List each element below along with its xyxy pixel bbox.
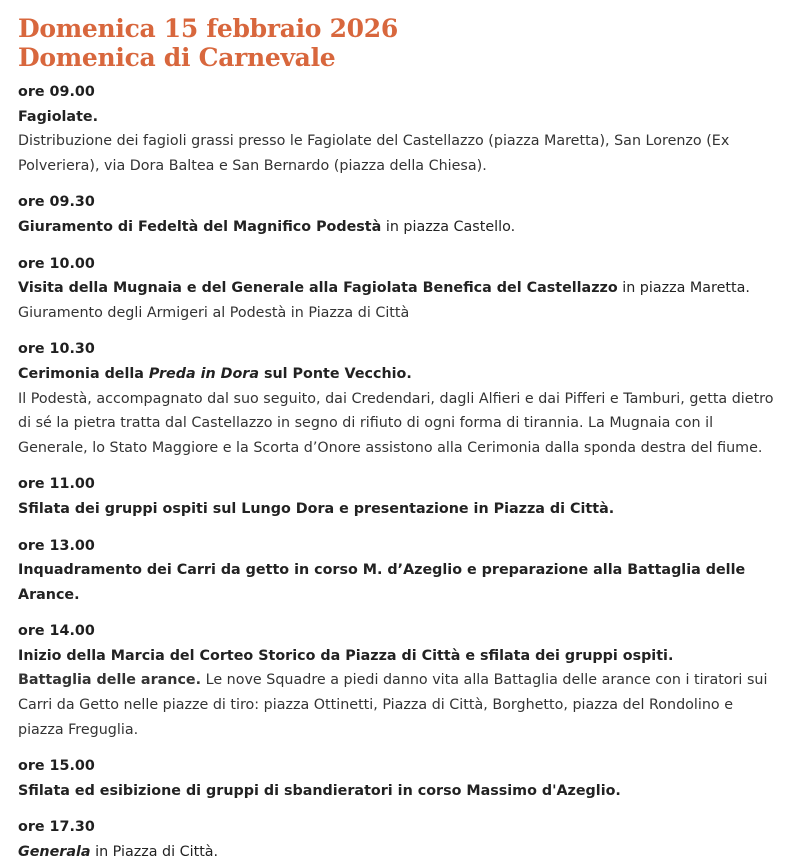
event-time: ore 11.00 xyxy=(18,476,95,493)
event-1300 xyxy=(18,534,782,608)
event-time: ore 14.00 xyxy=(18,623,95,640)
event-1730 xyxy=(18,815,782,864)
page-title-date: Domenica 15 febbraio 2026 xyxy=(18,14,398,43)
event-0900 xyxy=(18,80,782,178)
event-title: Inquadramento dei Carri da getto in corso M. d’Azeglio e preparazione alla Battaglia delle Arance. xyxy=(18,562,746,603)
event-0930 xyxy=(18,190,782,239)
event-time: ore 13.00 xyxy=(18,537,95,554)
event-time: ore 09.30 xyxy=(18,194,95,211)
event-title-italic: Preda in Dora xyxy=(148,365,260,382)
event-time: ore 17.30 xyxy=(18,819,95,836)
event-description: Giuramento degli Armigeri al Podestà in Piazza di Città xyxy=(18,304,410,321)
event-title: Sfilata dei gruppi ospiti sul Lungo Dora e presentazione in Piazza di Città. xyxy=(18,500,615,517)
event-description: Il Podestà, accompagnato dal suo seguito, dai Credendari, dagli Alfieri e dai Pifferi e Tamburi, getta dietro di sé la pietra tratta dal Castellazzo in segno di rifiuto di ogni forma di tirannia. La Mugnaia con il Generale, lo Stato Maggiore e la Scorta d’Onore assistono alla Cerimonia dalla sponda destra del fiume. xyxy=(18,390,774,456)
event-time: ore 15.00 xyxy=(18,758,95,775)
event-title-line xyxy=(18,362,782,387)
event-title: Visita della Mugnaia e del Generale alla Fagiolata Benefica del Castellazzo xyxy=(18,280,618,297)
event-title: Sfilata ed esibizione di gruppi di sbandieratori in corso Massimo d'Azeglio. xyxy=(18,782,621,799)
event-title-part-a: Cerimonia della xyxy=(18,365,149,382)
event-title-suffix: in piazza Castello. xyxy=(381,218,516,235)
event-title-suffix: in piazza Maretta. xyxy=(617,280,750,297)
event-title: Fagiolate. xyxy=(18,108,99,125)
event-description: Le nove Squadre a piedi danno vita alla Battaglia delle arance con i tiratori sui Carri da Getto nelle piazze di tiro: piazza Ottinetti, Piazza di Città, Borghetto, piazza del Rondolino e piazza Freguglia. xyxy=(18,672,768,738)
event-description-line xyxy=(18,668,782,742)
event-1000 xyxy=(18,252,782,326)
event-description-lead: Battaglia delle arance. xyxy=(18,672,202,689)
event-title: Giuramento di Fedeltà del Magnifico Podestà xyxy=(18,218,382,235)
event-title-part-b: sul Ponte Vecchio. xyxy=(259,365,412,382)
event-title-suffix: in Piazza di Città. xyxy=(90,844,219,861)
event-1030 xyxy=(18,337,782,460)
event-title-line xyxy=(18,276,782,301)
event-title-line xyxy=(18,215,782,240)
event-time: ore 09.00 xyxy=(18,84,95,100)
event-title-line xyxy=(18,840,782,865)
event-1100 xyxy=(18,472,782,521)
event-description: Distribuzione dei fagioli grassi presso le Fagiolate del Castellazzo (piazza Maretta), San Lorenzo (Ex Polveriera), via Dora Baltea e San Bernardo (piazza della Chiesa). xyxy=(18,133,730,174)
page-title xyxy=(18,14,782,72)
event-time: ore 10.30 xyxy=(18,341,95,358)
event-time: ore 10.00 xyxy=(18,255,95,272)
event-1400 xyxy=(18,619,782,742)
event-title-italic: Generala xyxy=(18,844,91,861)
event-title: Inizio della Marcia del Corteo Storico da Piazza di Città e sfilata dei gruppi ospiti. xyxy=(18,647,674,664)
event-1500 xyxy=(18,754,782,803)
page-title-subtitle: Domenica di Carnevale xyxy=(18,43,336,72)
